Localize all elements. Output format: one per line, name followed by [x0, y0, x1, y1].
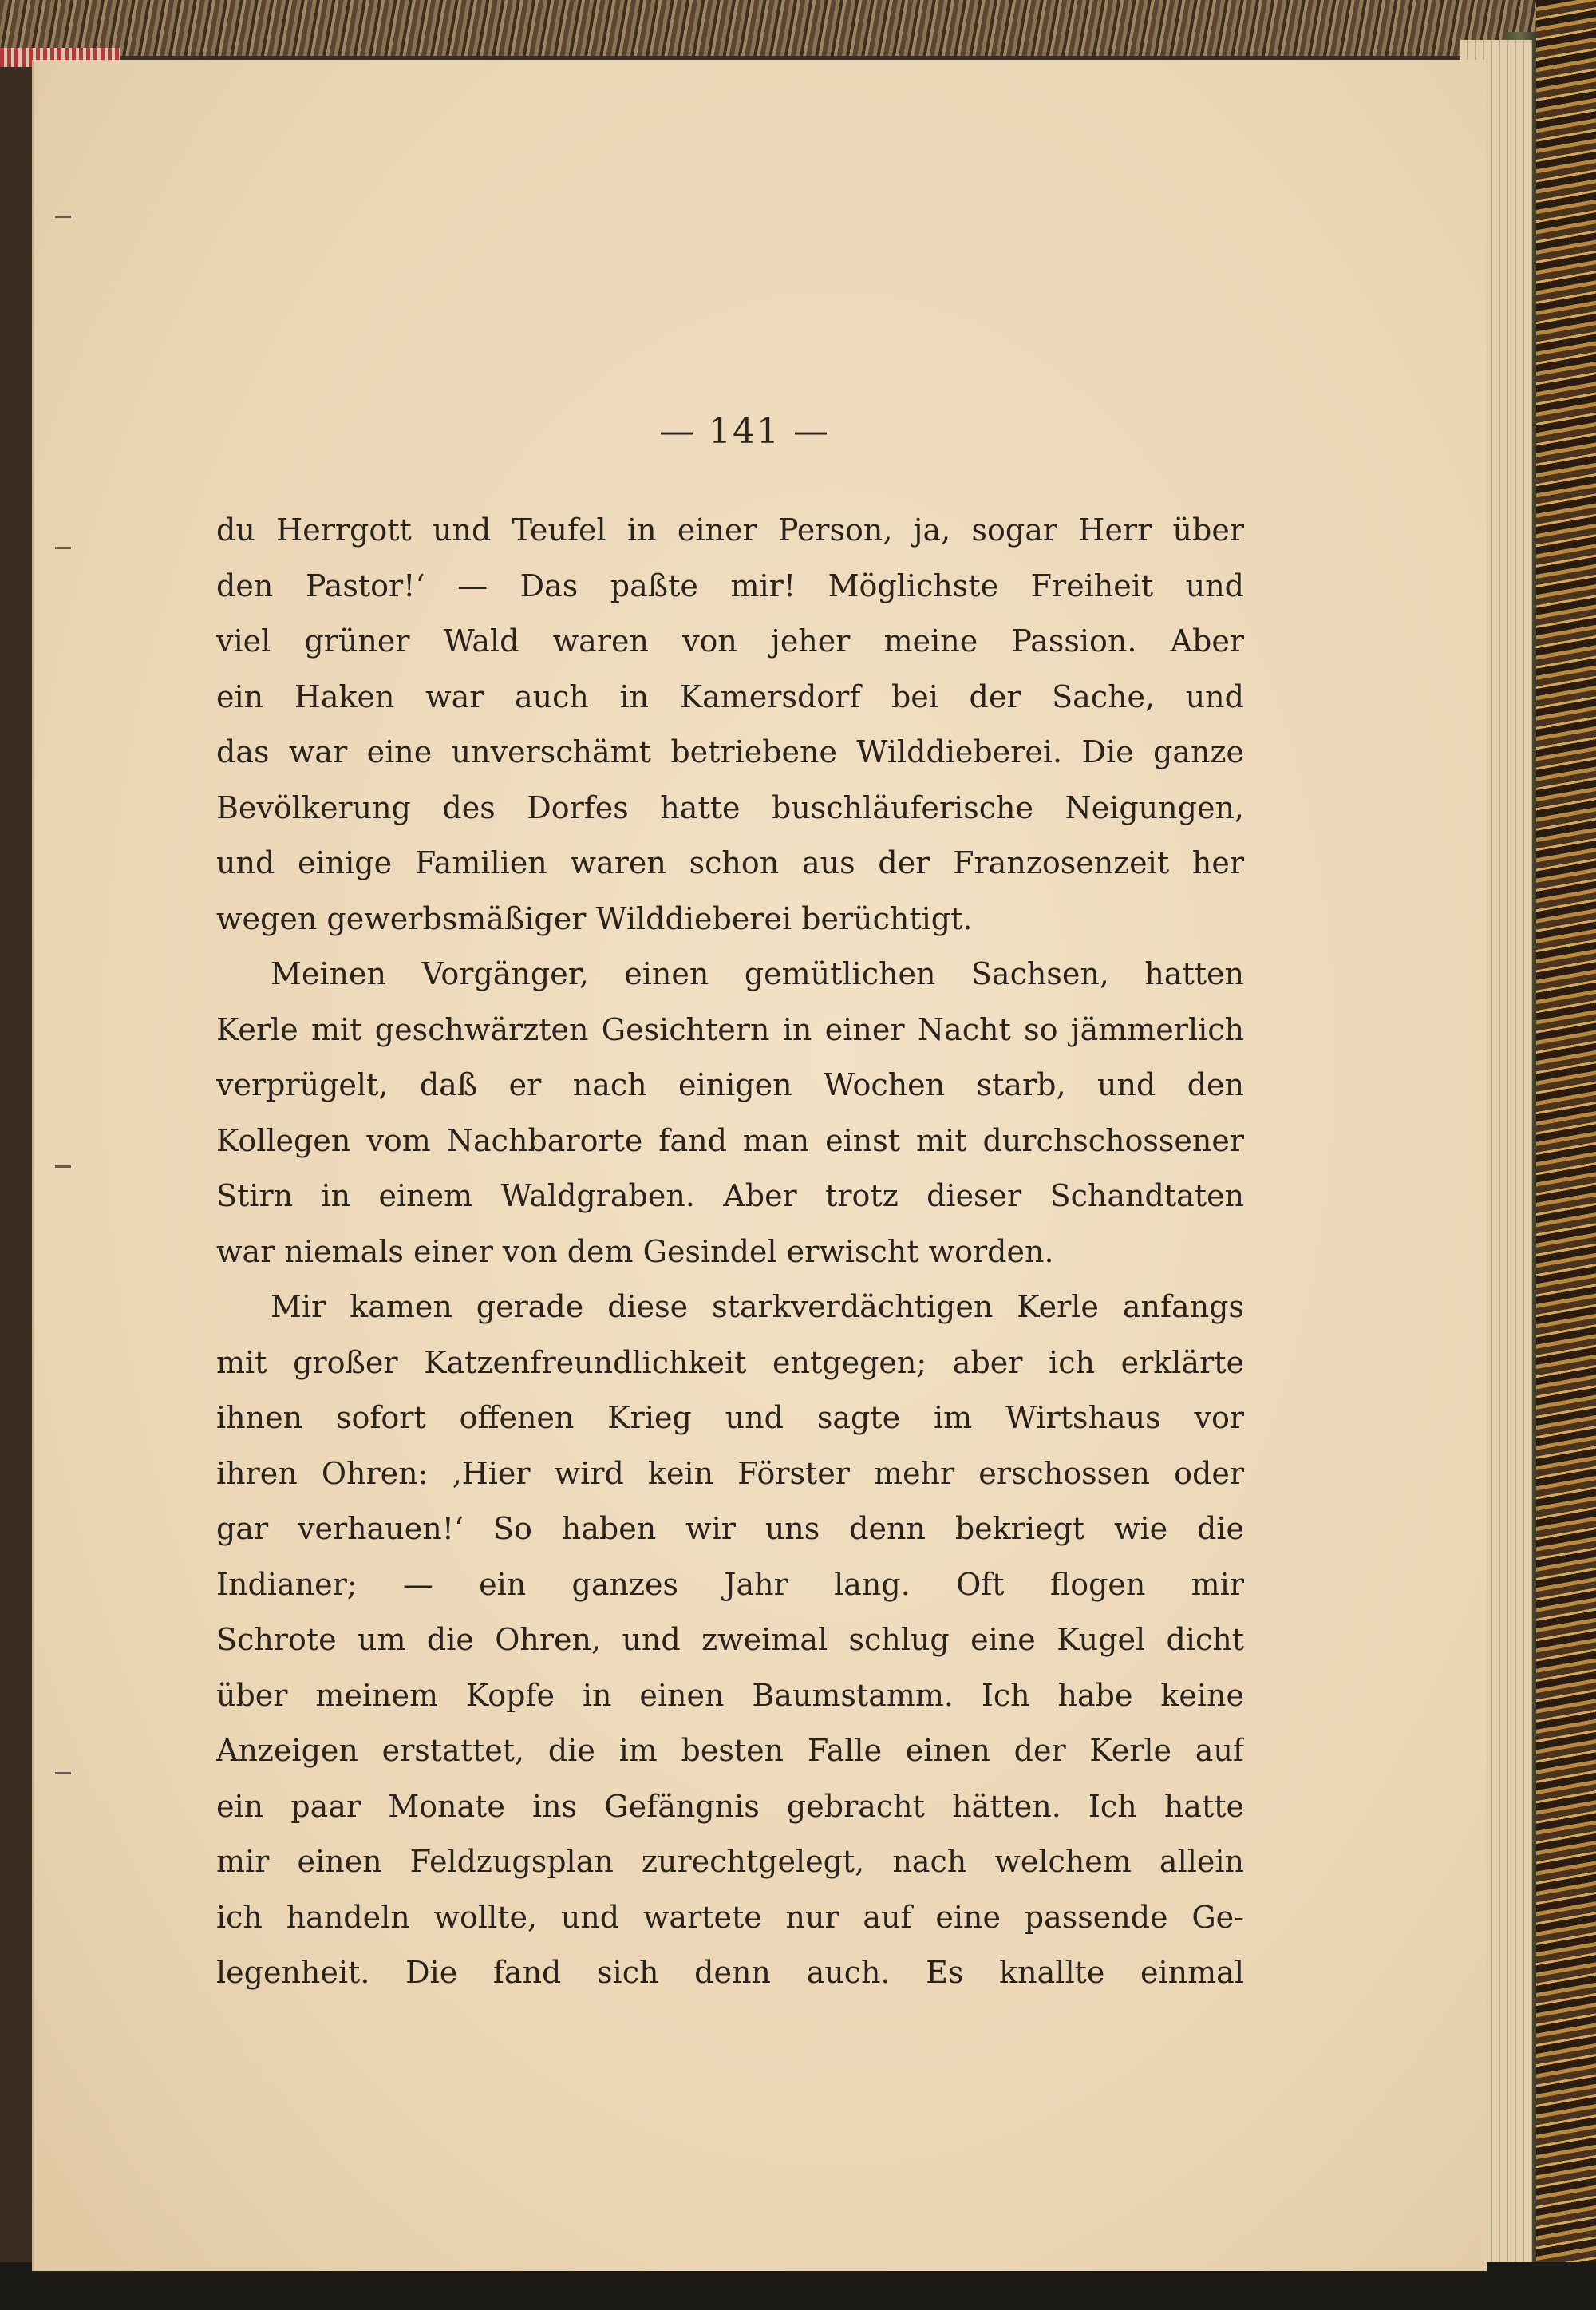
text-line: über meinem Kopfe in einen Baumstamm. Ich habe keine — [216, 1677, 1244, 1713]
text-line: Stirn in einem Waldgraben. Aber trotz dieser Schandtaten — [216, 1178, 1244, 1213]
body-text — [216, 503, 1244, 2001]
text-line: Meinen Vorgänger, einen gemütlichen Sachsen, hatten — [271, 956, 1244, 991]
text-line: ich handeln wollte, und wartete nur auf eine passende Ge- — [216, 1899, 1244, 1935]
text-line: ein Haken war auch in Kamersdorf bei der Sache, und — [216, 678, 1244, 714]
text-line: Indianer; — ein ganzes Jahr lang. Oft flogen mir — [216, 1566, 1244, 1602]
text-line: Bevölkerung des Dorfes hatte buschläuferische Neigungen, — [216, 789, 1244, 825]
text-line: legenheit. Die fand sich denn auch. Es knallte einmal — [216, 1955, 1244, 1990]
text-line: verprügelt, daß er nach einigen Wochen starb, und den — [216, 1067, 1244, 1102]
text-line: mir einen Feldzugsplan zurechtgelegt, nach welchem allein — [216, 1844, 1244, 1879]
margin-mark — [55, 547, 71, 549]
text-line: gar verhauen!‘ So haben wir uns denn bekriegt wie die — [216, 1511, 1244, 1546]
text-line: ihnen sofort offenen Krieg und sagte im Wirtshaus vor — [216, 1400, 1244, 1435]
margin-mark — [55, 216, 71, 218]
text-line: Schrote um die Ohren, und zweimal schlug eine Kugel dicht — [216, 1622, 1244, 1657]
text-line: Mir kamen gerade diese starkverdächtigen Kerle anfangs — [271, 1289, 1244, 1324]
text-line: du Herrgott und Teufel in einer Person, ja, sogar Herr über — [216, 512, 1244, 548]
text-line: mit großer Katzenfreundlichkeit entgegen; aber ich erklärte — [216, 1344, 1244, 1380]
marbled-cover-top — [0, 0, 1596, 56]
page-number: — 141 — — [659, 411, 830, 452]
text-line: Anzeigen erstattet, die im besten Falle einen der Kerle auf — [216, 1733, 1244, 1768]
margin-mark — [55, 1772, 71, 1774]
text-line: Kerle mit geschwärzten Gesichtern in einer Nacht so jämmerlich — [216, 1011, 1244, 1047]
text-line: den Pastor!‘ — Das paßte mir! Möglichste Freiheit und — [216, 568, 1244, 603]
text-line: und einige Familien waren schon aus der Franzosenzeit her — [216, 845, 1244, 880]
text-line: viel grüner Wald waren von jeher meine Passion. Aber — [216, 623, 1244, 659]
text-line: ein paar Monate ins Gefängnis gebracht hätten. Ich hatte — [216, 1788, 1244, 1824]
text-line: das war eine unverschämt betriebene Wilddieberei. Die ganze — [216, 734, 1244, 769]
margin-mark — [55, 1165, 71, 1168]
text-line: Kollegen vom Nachbarorte fand man einst mit durchschossener — [216, 1122, 1244, 1158]
marbled-cover-right — [1536, 0, 1596, 2310]
text-line: war niemals einer von dem Gesindel erwischt worden. — [216, 1233, 1054, 1269]
book-page — [32, 60, 1487, 2271]
text-line: ihren Ohren: ‚Hier wird kein Förster mehr erschossen oder — [216, 1455, 1244, 1491]
text-line: wegen gewerbsmäßiger Wilddieberei berüchtigt. — [216, 900, 973, 936]
